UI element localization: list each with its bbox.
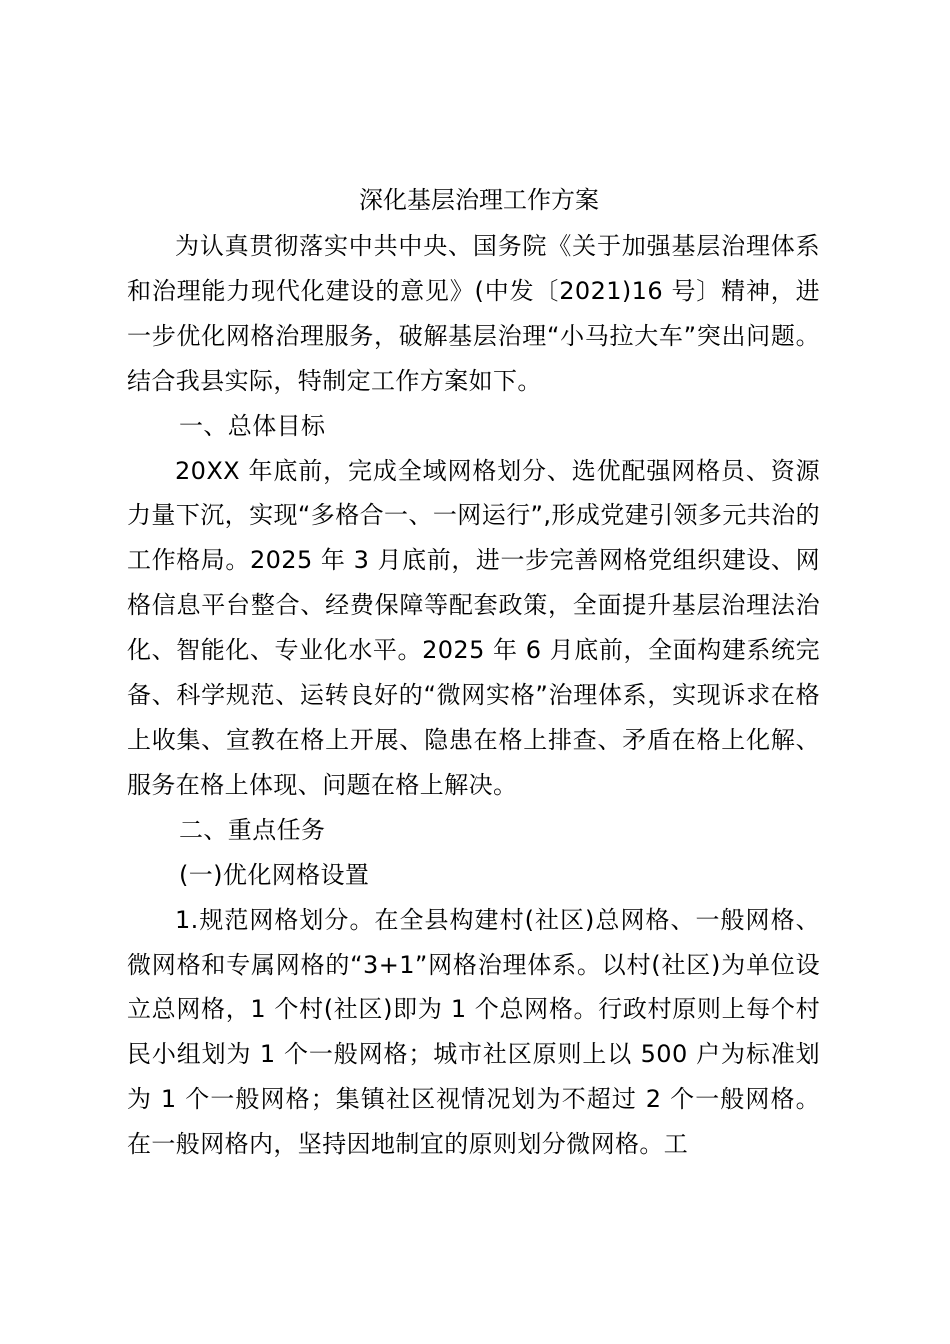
section-heading-key-tasks: 二、重点任务 [179, 815, 326, 844]
goals-paragraph: 20XX 年底前，完成全域网格划分、选优配强网格员、资源力量下沉，实现“多格合一、一网运行”,形成党建引领多元共治的工作格局。2025 年 3 月底前，进一步完善网格党组织建设、网格信息平台整合、经费保障等配套政策，全面提升基层治理法治化、智能化、专业化水平。2025 年 6 月底前，全面构建系统完备、科学规范、运转良好的“微网实格”治理体系，实现诉求在格上收集、宣教在格上开展、隐患在格上排查、矛盾在格上化解、服务在格上体现、问题在格上解决。 [127, 456, 820, 799]
subsection-heading-grid-setup: (一)优化网格设置 [179, 860, 370, 889]
grid-division-paragraph: 1.规范网格划分。在全县构建村(社区)总网格、一般网格、微网格和专属网格的“3+1”网格治理体系。以村(社区)为单位设立总网格，1 个村(社区)即为 1 个总网格。行政村原则上每个村民小组划为 1 个一般网格；城市社区原则上以 500 户为标准划为 1 个一般网格；集镇社区视情况划为不超过 2 个一般网格。在一般网格内，坚持因地制宜的原则划分微网格。工 [127, 905, 820, 1159]
document-title: 深化基层治理工作方案 [359, 186, 599, 214]
section-heading-overall-goals: 一、总体目标 [179, 411, 326, 440]
intro-paragraph: 为认真贯彻落实中共中央、国务院《关于加强基层治理体系和治理能力现代化建设的意见》(中发〔2021)16 号〕精神，进一步优化网格治理服务，破解基层治理“小马拉大车”突出问题。结合我县实际，特制定工作方案如下。 [127, 232, 820, 395]
document-body [127, 224, 820, 1167]
